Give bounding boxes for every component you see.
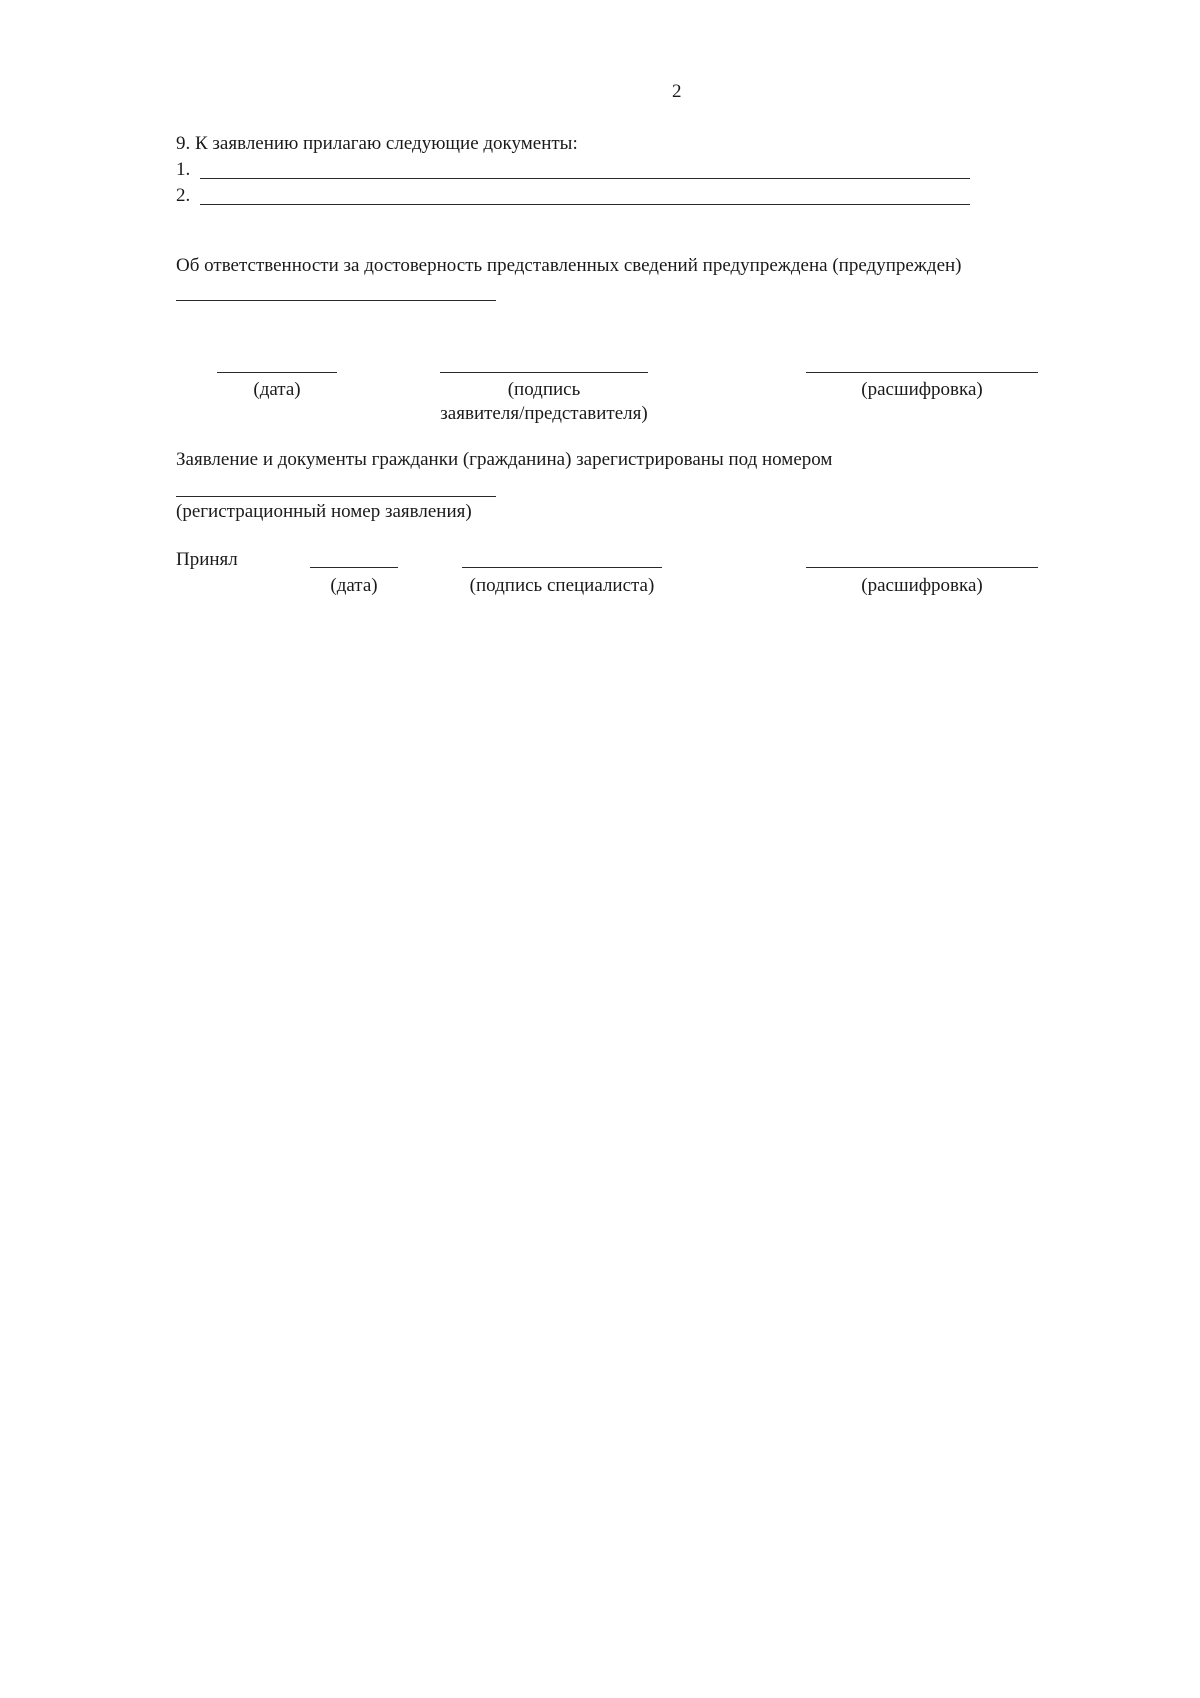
applicant-signature-label-line1: (подпись (507, 379, 581, 400)
accepted-decoding-label: (расшифровка) (861, 575, 983, 596)
attachment-item-line-1[interactable] (200, 178, 970, 179)
responsibility-text: Об ответственности за достоверность представленных сведений предупреждена (предупрежден) (176, 255, 962, 276)
applicant-decoding-line[interactable] (806, 372, 1038, 373)
accepted-signature-label: (подпись специалиста) (469, 575, 655, 596)
accepted-signature-line[interactable] (462, 567, 662, 568)
applicant-signature-label-line2: заявителя/представителя) (440, 403, 648, 424)
applicant-signature-line[interactable] (440, 372, 648, 373)
attachments-heading: 9. К заявлению прилагаю следующие документы: (176, 133, 578, 154)
accepted-label: Принял (176, 549, 238, 570)
applicant-decoding-label: (расшифровка) (861, 379, 983, 400)
applicant-date-label: (дата) (253, 379, 301, 400)
responsibility-signature-line[interactable] (176, 300, 496, 301)
registration-number-label: (регистрационный номер заявления) (176, 501, 472, 522)
applicant-date-line[interactable] (217, 372, 337, 373)
attachment-item-number-1: 1. (176, 159, 191, 180)
accepted-date-label: (дата) (330, 575, 378, 596)
registration-text: Заявление и документы гражданки (гражданина) зарегистрированы под номером (176, 449, 833, 470)
attachment-item-line-2[interactable] (200, 204, 970, 205)
page-number: 2 (672, 81, 682, 102)
attachment-item-number-2: 2. (176, 185, 191, 206)
accepted-decoding-line[interactable] (806, 567, 1038, 568)
accepted-date-line[interactable] (310, 567, 398, 568)
registration-number-line[interactable] (176, 496, 496, 497)
